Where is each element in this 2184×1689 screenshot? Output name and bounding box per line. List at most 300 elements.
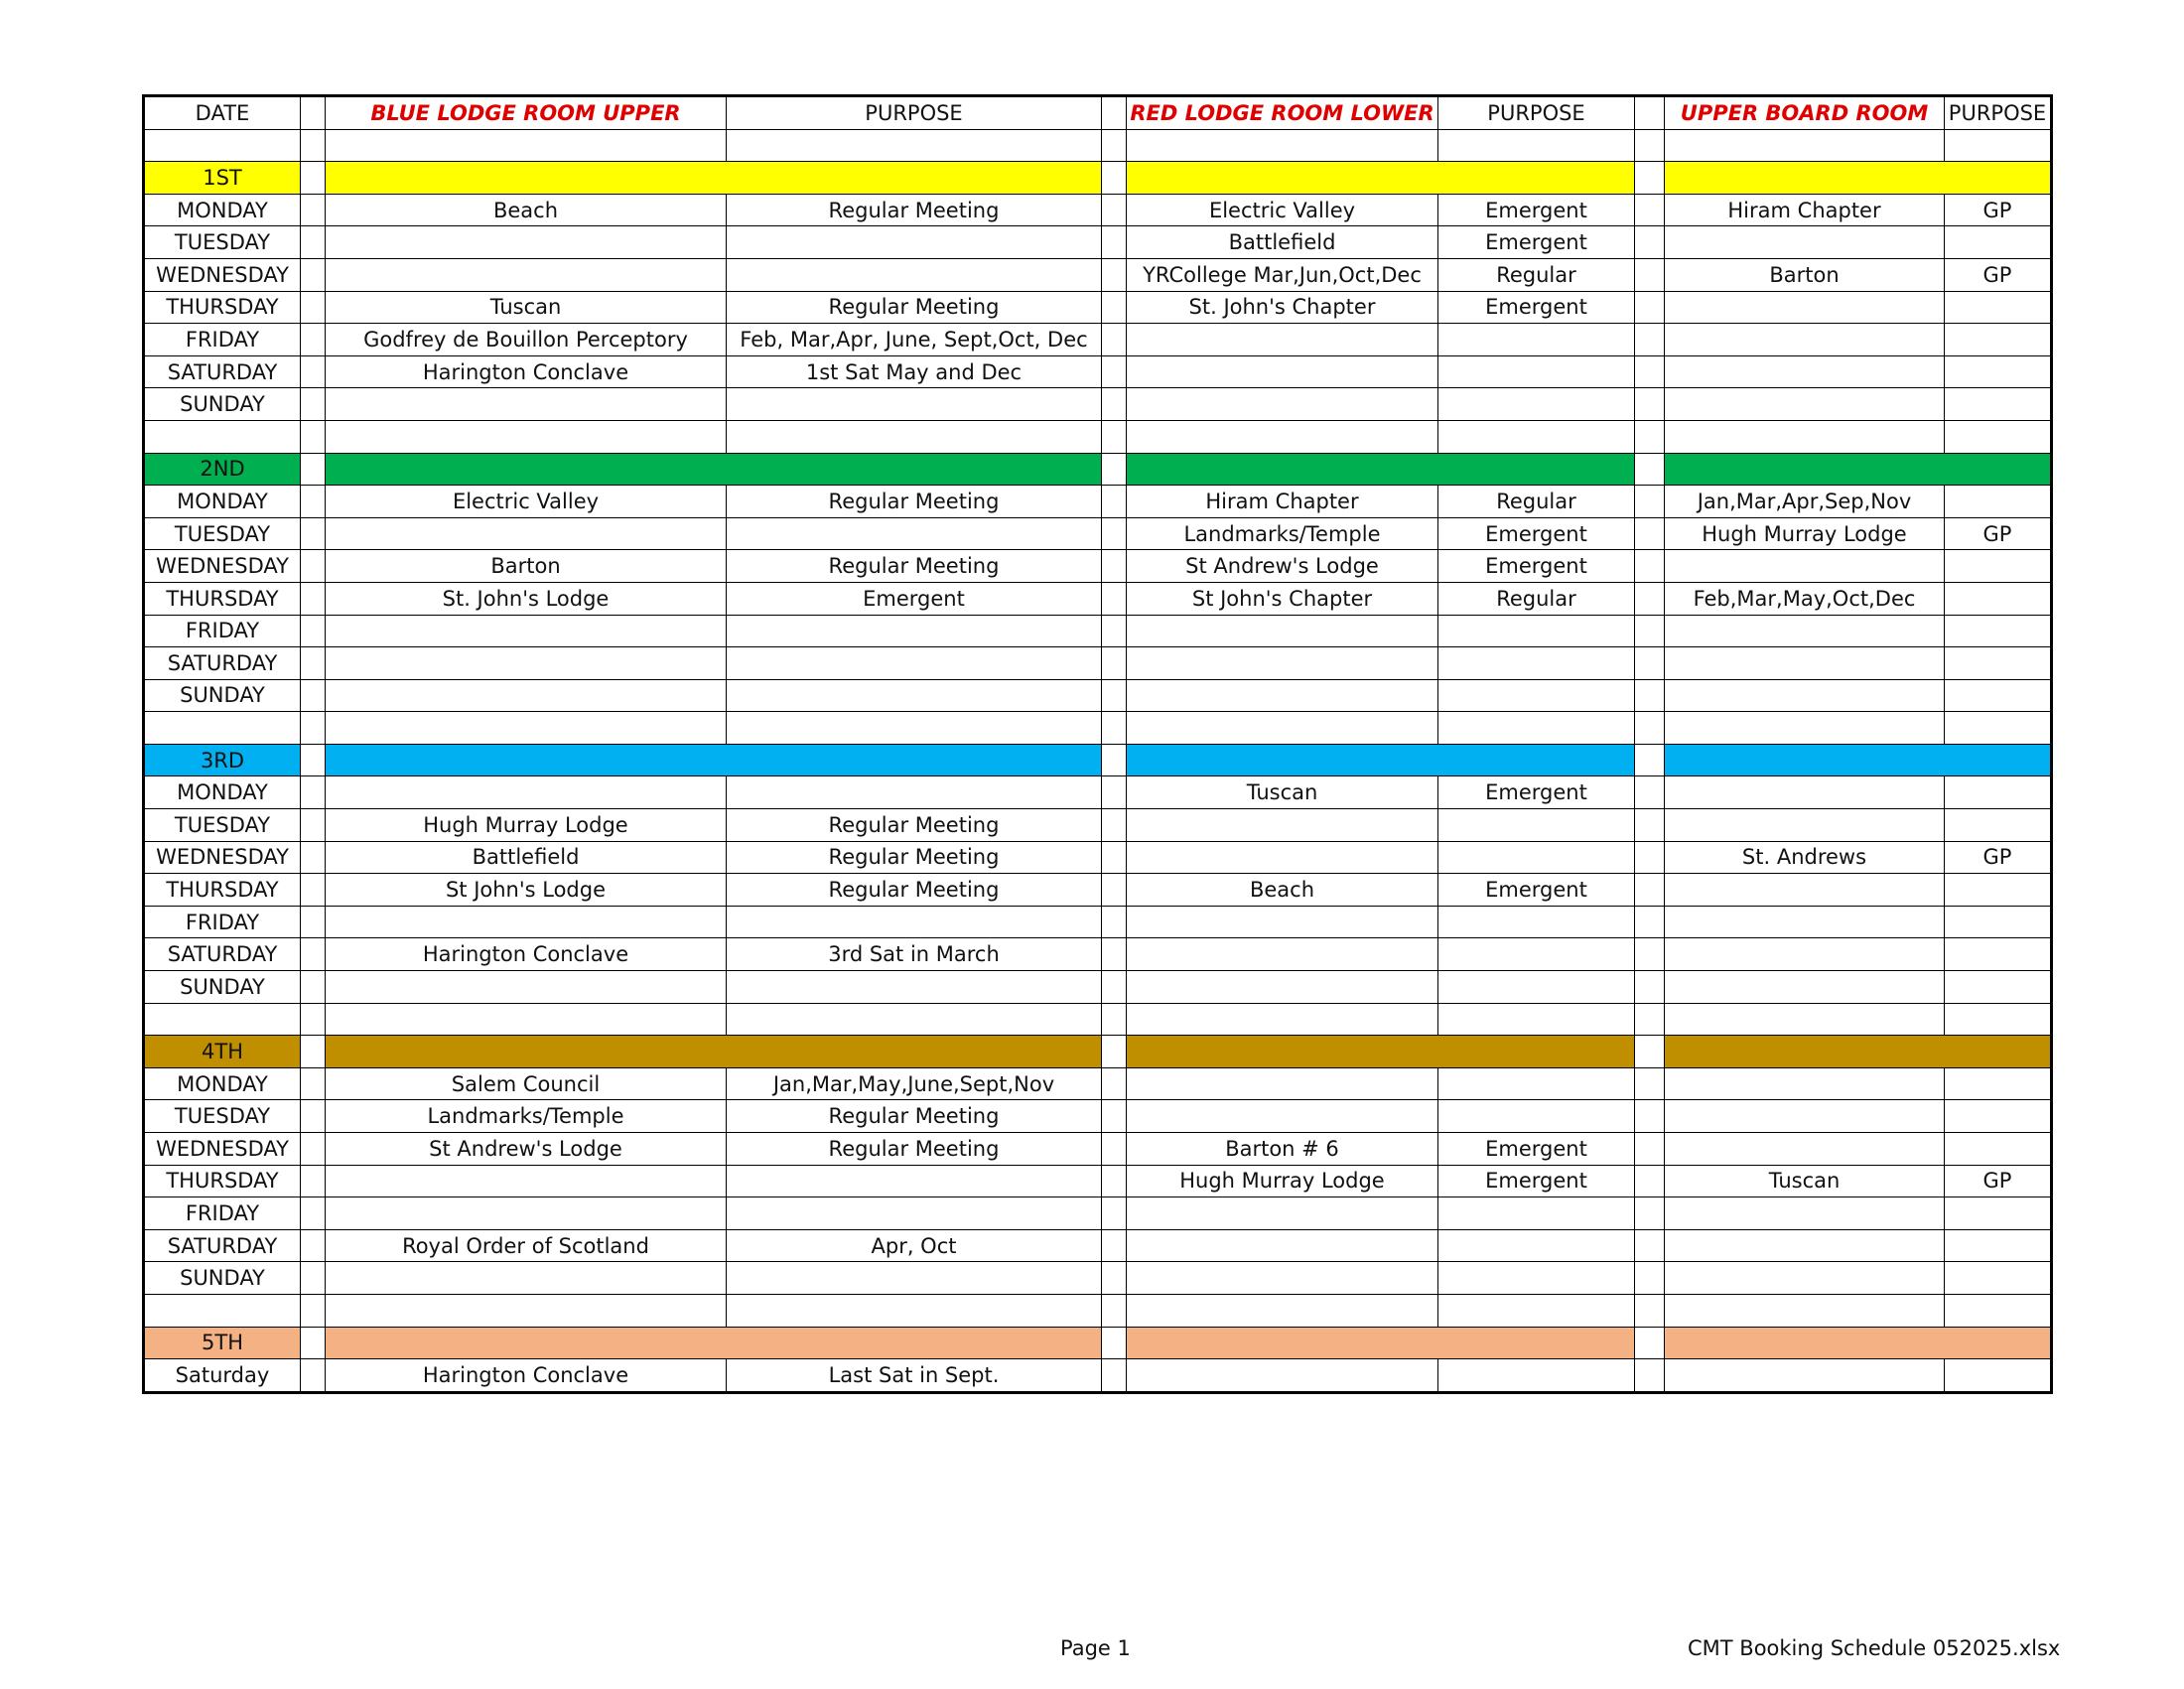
schedule-row [144,841,2052,874]
gap-cell [1102,938,1127,971]
gap-cell [301,938,326,971]
schedule-row [144,1229,2052,1262]
gap-cell [1102,324,1127,356]
blue-lodge-purpose [727,258,1102,291]
gap-cell [1102,226,1127,259]
red-lodge-purpose [1438,615,1635,647]
gap-cell [1102,420,1127,453]
upper-board-purpose [1945,647,2052,680]
gap-cell [1102,1197,1127,1230]
upper-board-booking: Barton [1665,258,1945,291]
week-band-fill [1665,1327,1945,1359]
blue-lodge-purpose: Regular Meeting [727,486,1102,518]
red-lodge-booking: Hugh Murray Lodge [1127,1165,1438,1197]
schedule-row [144,517,2052,550]
blue-lodge-booking [326,712,727,745]
gap-cell [301,1003,326,1036]
red-lodge-purpose: Emergent [1438,226,1635,259]
red-lodge-booking [1127,355,1438,388]
upper-board-booking [1665,679,1945,712]
schedule-row [144,1133,2052,1166]
gap-cell [301,324,326,356]
blue-lodge-purpose: 1st Sat May and Dec [727,355,1102,388]
upper-board-purpose [1945,1294,2052,1327]
week-band-fill [1945,453,2052,486]
gap-cell [301,550,326,583]
gap-cell [301,971,326,1004]
blue-lodge-purpose [727,615,1102,647]
schedule-row [144,809,2052,842]
upper-board-booking [1665,324,1945,356]
gap-cell [301,486,326,518]
gap-cell [1102,1359,1127,1393]
blue-lodge-purpose [727,776,1102,809]
schedule-row [144,874,2052,907]
day-cell: THURSDAY [144,874,301,907]
week-band-fill [727,1036,1102,1068]
upper-board-booking: Tuscan [1665,1165,1945,1197]
red-lodge-booking [1127,712,1438,745]
gap-cell [1635,582,1665,615]
gap-cell [1102,1229,1127,1262]
upper-board-purpose: GP [1945,1165,2052,1197]
red-lodge-booking [1127,1262,1438,1295]
week-band-fill [1665,453,1945,486]
red-lodge-booking: Hiram Chapter [1127,486,1438,518]
schedule-row [144,550,2052,583]
week-label: 2ND [144,453,301,486]
gap-cell [301,1100,326,1133]
gap-cell [1102,615,1127,647]
gap-cell [1102,809,1127,842]
gap-cell [1102,776,1127,809]
blue-lodge-booking: Royal Order of Scotland [326,1229,727,1262]
gap-cell [301,388,326,421]
week-band-fill [1127,744,1438,776]
blue-lodge-room-header: BLUE LODGE ROOM UPPER [326,96,727,130]
gap-cell [301,1294,326,1327]
red-lodge-purpose [1438,938,1635,971]
gap-cell [1102,486,1127,518]
purpose-header: PURPOSE [1438,96,1635,130]
gap-cell [1102,517,1127,550]
blue-lodge-booking [326,1197,727,1230]
upper-board-purpose [1945,226,2052,259]
gap-cell [1102,550,1127,583]
schedule-row [144,355,2052,388]
file-name: CMT Booking Schedule 052025.xlsx [1688,1636,2061,1660]
week-band-row [144,162,2052,195]
gap-cell [1635,1294,1665,1327]
gap-cell [1102,194,1127,226]
week-band-fill [1127,1327,1438,1359]
gap-cell [1635,841,1665,874]
blue-lodge-booking: Harington Conclave [326,938,727,971]
red-lodge-purpose [1438,1067,1635,1100]
gap-cell [1635,420,1665,453]
day-cell [144,1003,301,1036]
upper-board-purpose [1945,582,2052,615]
gap-cell [301,744,326,776]
upper-board-booking [1665,1003,1945,1036]
blue-lodge-booking: St Andrew's Lodge [326,1133,727,1166]
blue-lodge-booking: Harington Conclave [326,355,727,388]
schedule-row [144,1067,2052,1100]
gap-cell [1102,1165,1127,1197]
schedule-row [144,324,2052,356]
gap-cell [1635,712,1665,745]
upper-board-purpose: GP [1945,194,2052,226]
blue-lodge-booking: Hugh Murray Lodge [326,809,727,842]
upper-board-booking [1665,971,1945,1004]
day-cell [144,1294,301,1327]
blue-lodge-booking [326,258,727,291]
schedule-row [144,938,2052,971]
blue-lodge-purpose [727,517,1102,550]
gap-cell [301,420,326,453]
day-cell: MONDAY [144,776,301,809]
week-band-fill [727,744,1102,776]
upper-board-purpose [1945,874,2052,907]
gap-cell [301,517,326,550]
red-lodge-booking [1127,906,1438,938]
gap-cell [301,1327,326,1359]
upper-board-booking [1665,906,1945,938]
upper-board-purpose [1945,1229,2052,1262]
blue-lodge-booking [326,971,727,1004]
gap-cell [301,776,326,809]
red-lodge-purpose [1438,1262,1635,1295]
blue-lodge-purpose [727,647,1102,680]
schedule-row [144,1359,2052,1393]
gap-cell [301,355,326,388]
schedule-row [144,1262,2052,1295]
upper-board-purpose [1945,679,2052,712]
day-cell: WEDNESDAY [144,550,301,583]
day-cell: SUNDAY [144,679,301,712]
gap-cell [301,1165,326,1197]
day-cell [144,712,301,745]
upper-board-booking [1665,712,1945,745]
blue-lodge-purpose [727,971,1102,1004]
week-band-fill [326,1036,727,1068]
blue-lodge-purpose [727,906,1102,938]
gap-cell [301,1036,326,1068]
gap-cell [1635,1197,1665,1230]
upper-board-purpose [1945,809,2052,842]
gap-cell [301,615,326,647]
red-lodge-booking: Electric Valley [1127,194,1438,226]
schedule-row [144,1100,2052,1133]
upper-board-booking: Feb,Mar,May,Oct,Dec [1665,582,1945,615]
blue-lodge-booking [326,1165,727,1197]
gap-cell [301,1262,326,1295]
header-row [144,96,2052,130]
upper-board-booking [1665,776,1945,809]
upper-board-purpose [1945,1067,2052,1100]
week-band-fill [1945,162,2052,195]
gap-cell [1635,486,1665,518]
week-band-fill [1665,162,1945,195]
day-cell: MONDAY [144,486,301,518]
upper-board-purpose [1945,388,2052,421]
red-lodge-purpose [1438,1294,1635,1327]
gap-cell [1102,679,1127,712]
week-band-fill [1665,744,1945,776]
red-lodge-booking [1127,679,1438,712]
red-lodge-booking: Landmarks/Temple [1127,517,1438,550]
gap-cell [1635,550,1665,583]
upper-board-purpose [1945,1197,2052,1230]
blue-lodge-booking [326,906,727,938]
red-lodge-booking: Battlefield [1127,226,1438,259]
schedule-row [144,679,2052,712]
day-cell: THURSDAY [144,582,301,615]
upper-board-purpose [1945,1003,2052,1036]
upper-board-room-header: UPPER BOARD ROOM [1665,96,1945,130]
schedule-row [144,420,2052,453]
blue-lodge-booking [326,388,727,421]
red-lodge-booking [1127,388,1438,421]
upper-board-purpose [1945,291,2052,324]
blue-lodge-booking: Salem Council [326,1067,727,1100]
gap-cell [301,679,326,712]
red-lodge-booking [1127,1359,1438,1393]
day-cell: FRIDAY [144,324,301,356]
upper-board-purpose [1945,1359,2052,1393]
red-lodge-purpose [1438,1003,1635,1036]
upper-board-purpose [1945,550,2052,583]
gap-cell [301,582,326,615]
spacer-row [144,129,2052,162]
gap-cell [1635,971,1665,1004]
upper-board-booking: Jan,Mar,Apr,Sep,Nov [1665,486,1945,518]
gap-cell [1635,96,1665,130]
week-band-fill [1945,744,2052,776]
gap-cell [1102,874,1127,907]
upper-board-booking [1665,226,1945,259]
week-band-row [144,1327,2052,1359]
upper-board-booking [1665,1197,1945,1230]
week-band-fill [1438,1036,1635,1068]
blue-lodge-booking [326,615,727,647]
day-cell: SATURDAY [144,355,301,388]
week-band-fill [326,453,727,486]
gap-cell [301,96,326,130]
red-lodge-purpose [1438,679,1635,712]
week-band-fill [1665,1036,1945,1068]
gap-cell [1635,809,1665,842]
blue-lodge-booking [326,679,727,712]
schedule-row [144,582,2052,615]
blue-lodge-purpose: Feb, Mar,Apr, June, Sept,Oct, Dec [727,324,1102,356]
blue-lodge-booking: Landmarks/Temple [326,1100,727,1133]
gap-cell [1102,355,1127,388]
blue-lodge-booking [326,226,727,259]
blue-lodge-booking: St. John's Lodge [326,582,727,615]
red-lodge-purpose: Regular [1438,582,1635,615]
upper-board-booking [1665,647,1945,680]
schedule-row [144,615,2052,647]
red-lodge-booking [1127,971,1438,1004]
schedule-row [144,1197,2052,1230]
gap-cell [1635,355,1665,388]
upper-board-booking [1665,1359,1945,1393]
upper-board-purpose [1945,906,2052,938]
red-lodge-booking: YRCollege Mar,Jun,Oct,Dec [1127,258,1438,291]
red-lodge-purpose [1438,388,1635,421]
blue-lodge-booking [326,1003,727,1036]
gap-cell [1635,615,1665,647]
gap-cell [1635,324,1665,356]
red-lodge-booking [1127,324,1438,356]
week-band-fill [1945,1036,2052,1068]
blue-lodge-purpose: Regular Meeting [727,1133,1102,1166]
gap-cell [1102,841,1127,874]
red-lodge-booking: Tuscan [1127,776,1438,809]
upper-board-purpose [1945,776,2052,809]
gap-cell [1635,1327,1665,1359]
blue-lodge-booking [326,1294,727,1327]
red-lodge-booking [1127,809,1438,842]
gap-cell [1635,1359,1665,1393]
blue-lodge-booking: Battlefield [326,841,727,874]
week-band-fill [326,1327,727,1359]
red-lodge-purpose [1438,841,1635,874]
date-header: DATE [144,96,301,130]
week-band-fill [1127,1036,1438,1068]
gap-cell [1635,776,1665,809]
day-cell: THURSDAY [144,1165,301,1197]
upper-board-purpose: GP [1945,258,2052,291]
day-cell: SATURDAY [144,647,301,680]
gap-cell [1102,971,1127,1004]
blue-lodge-booking [326,776,727,809]
gap-cell [1635,874,1665,907]
gap-cell [1635,1100,1665,1133]
red-lodge-booking: Beach [1127,874,1438,907]
day-cell: WEDNESDAY [144,258,301,291]
gap-cell [1102,1100,1127,1133]
red-lodge-purpose: Emergent [1438,874,1635,907]
upper-board-booking [1665,550,1945,583]
day-cell: MONDAY [144,194,301,226]
gap-cell [301,258,326,291]
red-lodge-purpose [1438,1359,1635,1393]
blue-lodge-booking: Harington Conclave [326,1359,727,1393]
gap-cell [1102,1327,1127,1359]
week-band-fill [1438,162,1635,195]
upper-board-purpose: GP [1945,841,2052,874]
red-lodge-booking [1127,1067,1438,1100]
upper-board-purpose [1945,615,2052,647]
day-cell: SATURDAY [144,938,301,971]
blue-lodge-purpose [727,388,1102,421]
red-lodge-purpose: Emergent [1438,291,1635,324]
red-lodge-booking: Barton # 6 [1127,1133,1438,1166]
week-band-row [144,1036,2052,1068]
gap-cell [301,291,326,324]
gap-cell [1635,744,1665,776]
gap-cell [301,162,326,195]
red-lodge-purpose [1438,1197,1635,1230]
week-label: 3RD [144,744,301,776]
upper-board-booking [1665,291,1945,324]
week-band-fill [1945,1327,2052,1359]
blue-lodge-purpose [727,679,1102,712]
week-band-fill [1438,1327,1635,1359]
gap-cell [301,809,326,842]
blue-lodge-purpose [727,1003,1102,1036]
blue-lodge-purpose [727,712,1102,745]
day-cell: SATURDAY [144,1229,301,1262]
upper-board-booking [1665,1294,1945,1327]
red-lodge-booking: St John's Chapter [1127,582,1438,615]
schedule-row [144,1003,2052,1036]
upper-board-purpose [1945,971,2052,1004]
day-cell: TUESDAY [144,517,301,550]
day-cell: SUNDAY [144,388,301,421]
week-band-fill [1127,453,1438,486]
red-lodge-purpose [1438,355,1635,388]
blue-lodge-purpose: Jan,Mar,May,June,Sept,Nov [727,1067,1102,1100]
schedule-row [144,226,2052,259]
gap-cell [1102,1294,1127,1327]
day-cell: FRIDAY [144,906,301,938]
week-band-fill [727,162,1102,195]
gap-cell [1102,906,1127,938]
day-cell: TUESDAY [144,1100,301,1133]
red-lodge-booking [1127,647,1438,680]
gap-cell [301,1067,326,1100]
upper-board-booking [1665,615,1945,647]
upper-board-purpose [1945,420,2052,453]
gap-cell [1102,712,1127,745]
blue-lodge-purpose: Last Sat in Sept. [727,1359,1102,1393]
gap-cell [1635,194,1665,226]
upper-board-purpose [1945,1133,2052,1166]
purpose-header: PURPOSE [1945,96,2052,130]
week-band-fill [727,453,1102,486]
red-lodge-booking [1127,938,1438,971]
week-band-fill [326,744,727,776]
upper-board-booking [1665,1100,1945,1133]
blue-lodge-booking: Beach [326,194,727,226]
gap-cell [301,194,326,226]
week-label: 1ST [144,162,301,195]
red-lodge-purpose [1438,324,1635,356]
blue-lodge-booking [326,1262,727,1295]
blue-lodge-purpose [727,1197,1102,1230]
upper-board-purpose [1945,1100,2052,1133]
schedule-row [144,486,2052,518]
week-label: 5TH [144,1327,301,1359]
upper-board-booking [1665,355,1945,388]
gap-cell [1635,258,1665,291]
gap-cell [301,1229,326,1262]
gap-cell [301,874,326,907]
upper-board-purpose: GP [1945,517,2052,550]
purpose-header: PURPOSE [727,96,1102,130]
gap-cell [1102,96,1127,130]
gap-cell [1635,291,1665,324]
blue-lodge-purpose [727,226,1102,259]
red-lodge-booking: St Andrew's Lodge [1127,550,1438,583]
week-band-row [144,744,2052,776]
upper-board-booking: Hiram Chapter [1665,194,1945,226]
upper-board-booking [1665,1262,1945,1295]
schedule-row [144,712,2052,745]
